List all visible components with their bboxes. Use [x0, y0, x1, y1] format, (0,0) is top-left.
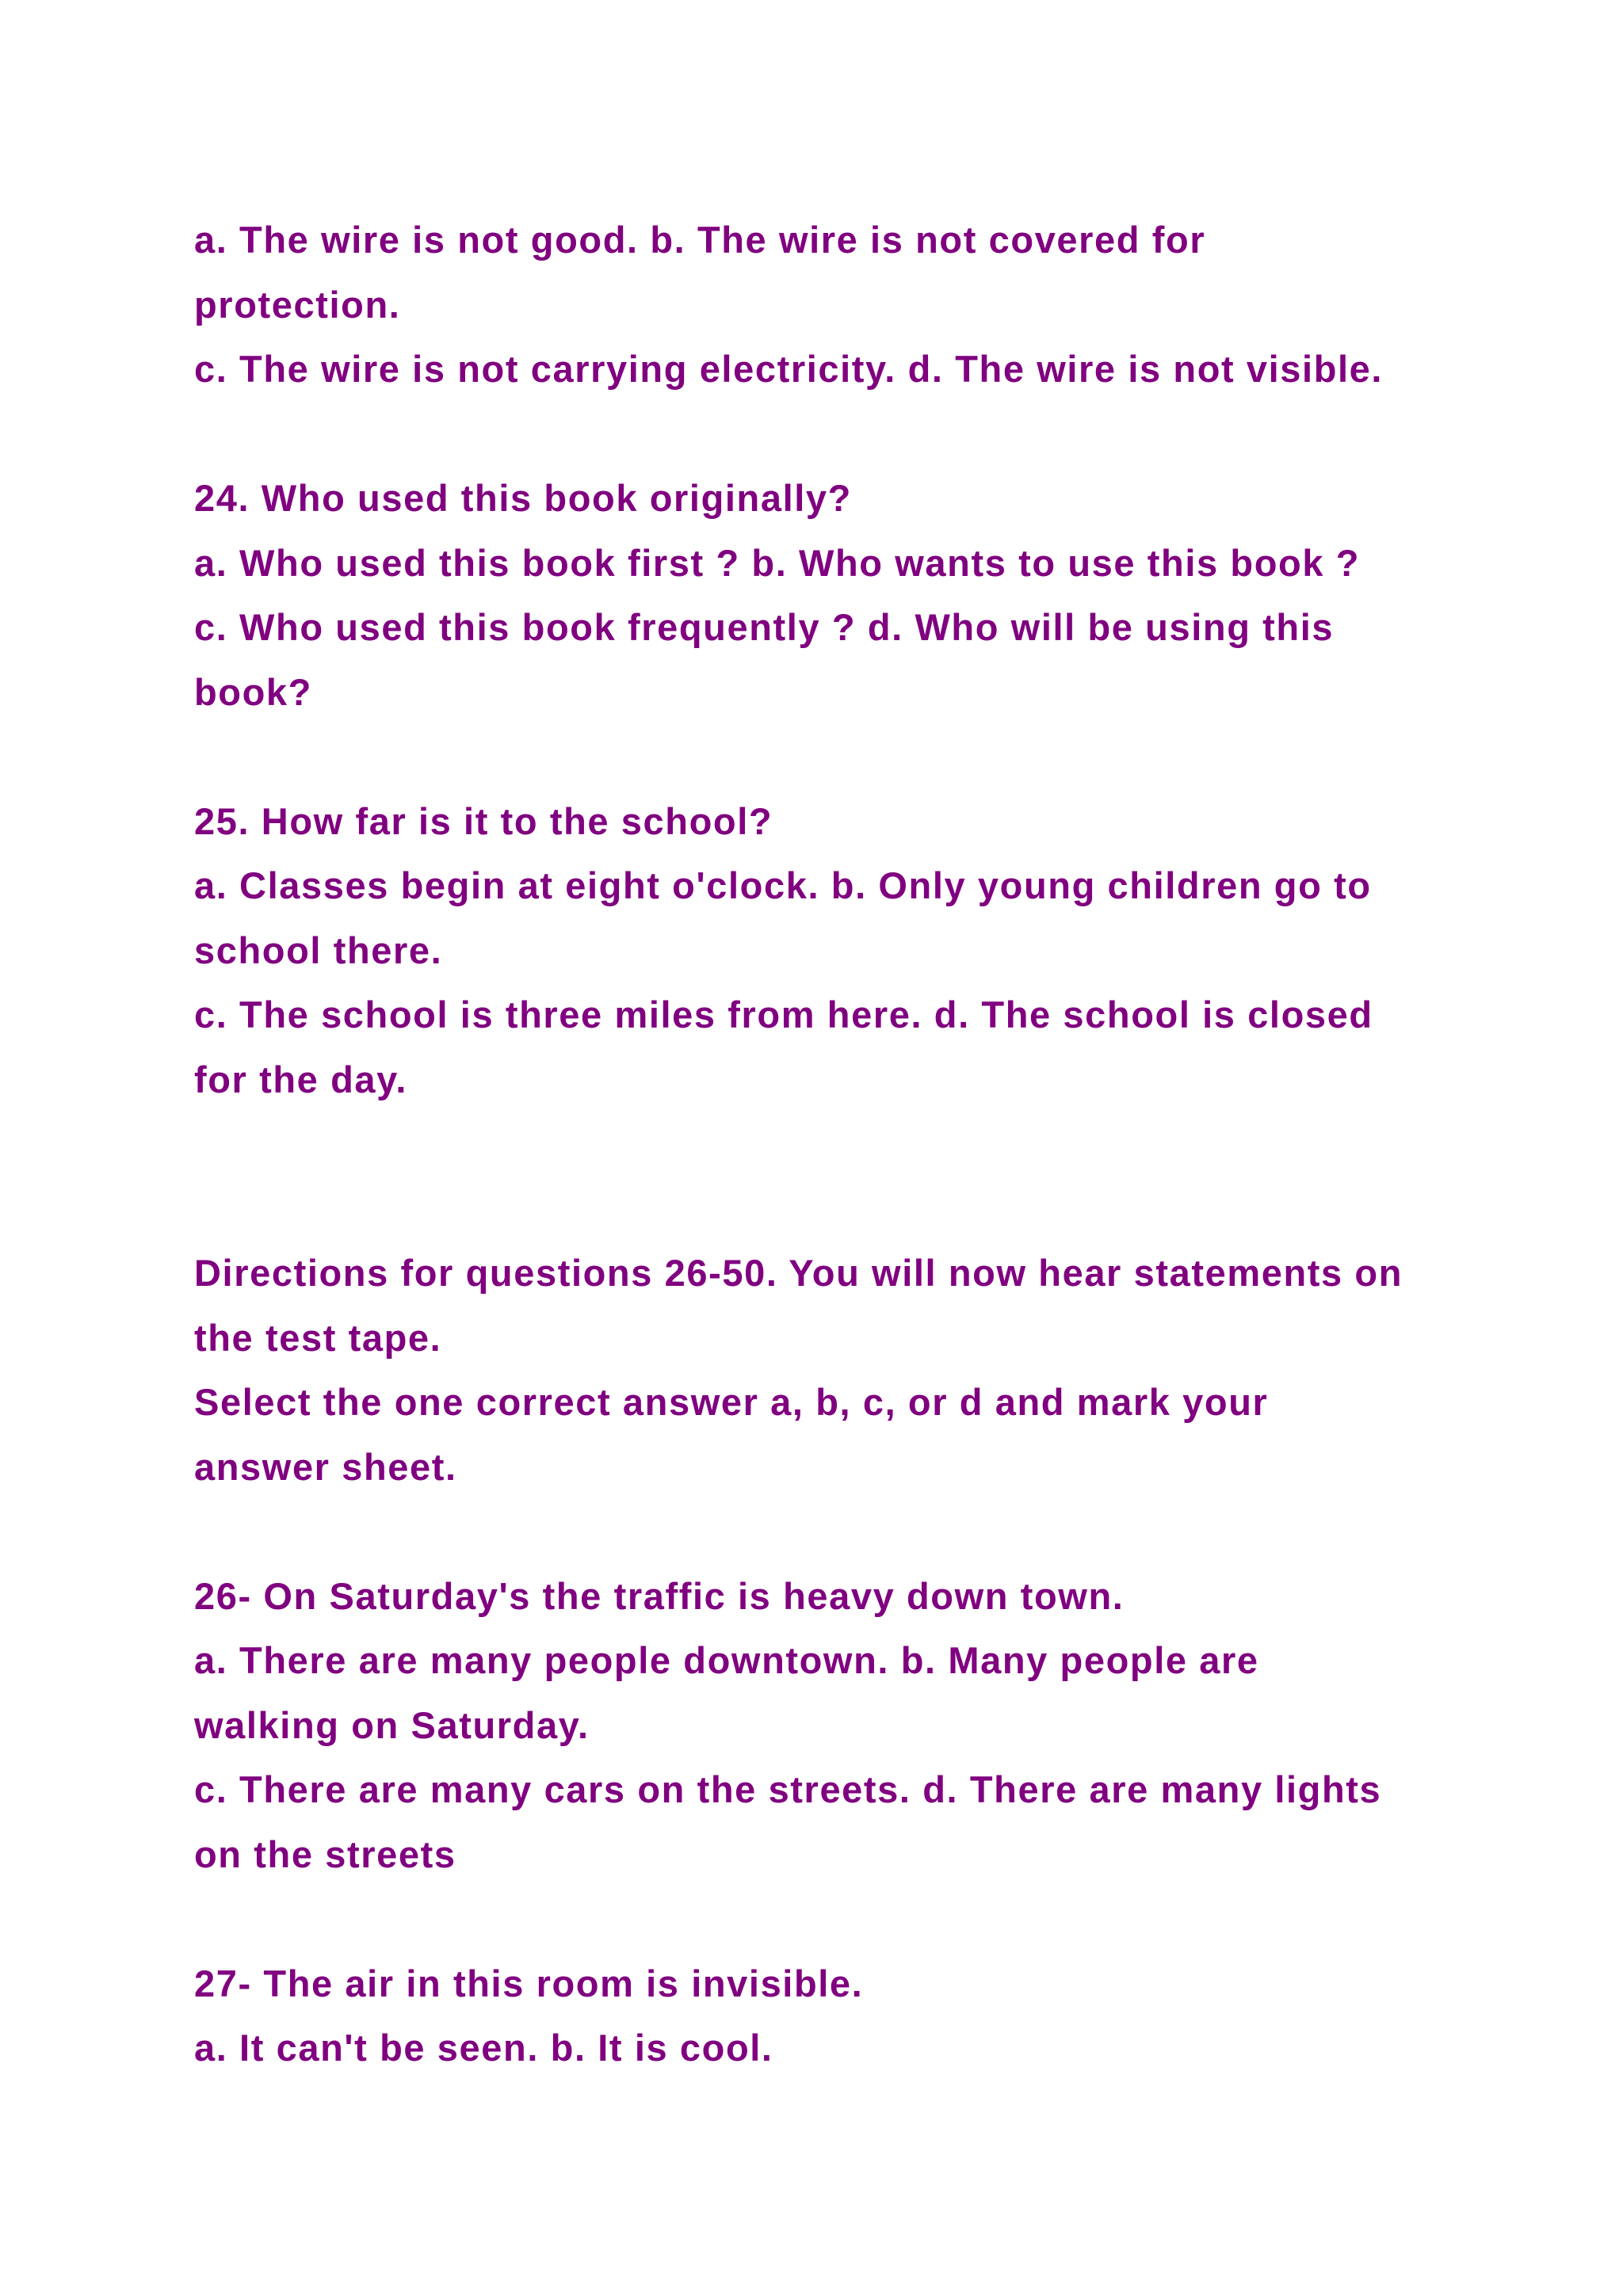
text-line: c. Who used this book frequently ? d. Who will be using this	[194, 606, 1335, 648]
text-line: Select the one correct answer a, b, c, or d and mark your	[194, 1381, 1269, 1423]
text-line: walking on Saturday.	[194, 1703, 590, 1746]
directions: Directions for questions 26-50. You will now hear statements on	[194, 1252, 1403, 1294]
text-line: the test tape.	[194, 1316, 442, 1359]
text-line: c. There are many cars on the streets. d. There are many lights	[194, 1768, 1382, 1810]
blank-line	[194, 402, 1494, 467]
blank-line	[194, 1112, 1494, 1241]
text-line: school there.	[194, 929, 443, 971]
text-line: a. Who used this book first ? b. Who wants to use this book ?	[194, 541, 1361, 584]
text-line: answer sheet.	[194, 1445, 457, 1488]
question-26: 26- On Saturday's the traffic is heavy down town.	[194, 1574, 1125, 1617]
text-line: for the day.	[194, 1058, 408, 1100]
text-line: c. The wire is not carrying electricity. d. The wire is not visible.	[194, 348, 1384, 390]
question-24: 24. Who used this book originally?	[194, 477, 852, 519]
document-text	[194, 208, 1494, 2081]
question-27: 27- The air in this room is invisible.	[194, 1962, 864, 2004]
blank-line	[194, 1886, 1494, 1951]
text-line: on the streets	[194, 1833, 456, 1875]
text-line: c. The school is three miles from here. d. The school is closed	[194, 994, 1373, 1035]
text-line: a. The wire is not good. b. The wire is not covered for	[194, 219, 1206, 261]
question-25: 25. How far is it to the school?	[194, 799, 773, 842]
text-line: a. Classes begin at eight o'clock. b. Only young children go to	[194, 864, 1372, 906]
text-line: a. It can't be seen. b. It is cool.	[194, 2027, 773, 2069]
text-line: a. There are many people downtown. b. Many people are	[194, 1639, 1259, 1681]
text-line: book?	[194, 670, 312, 713]
text-line: protection.	[194, 283, 401, 326]
blank-line	[194, 1499, 1494, 1564]
blank-line	[194, 724, 1494, 789]
